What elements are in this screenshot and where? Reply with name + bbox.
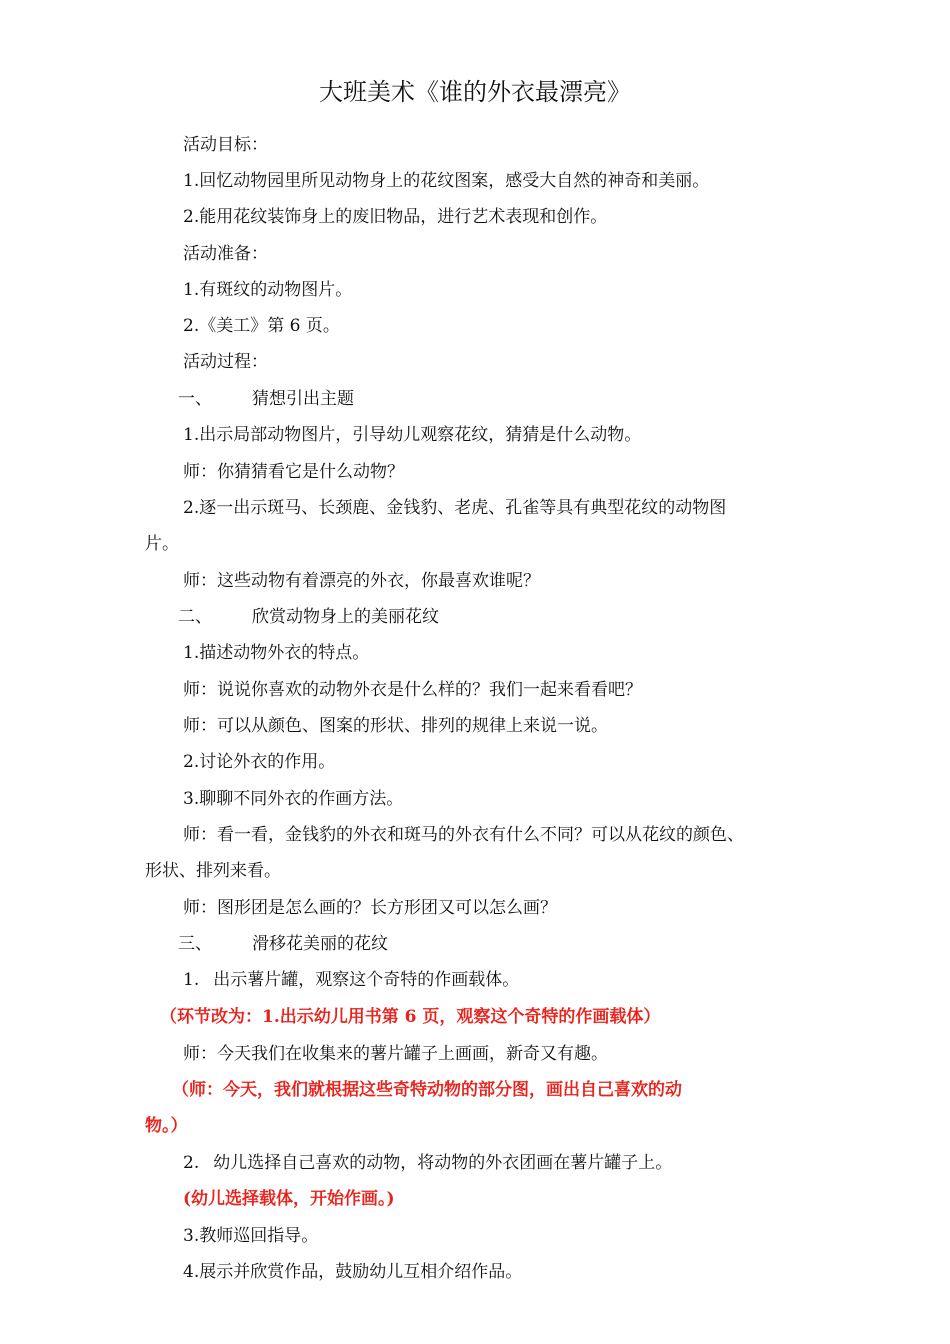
teacher-line-1: 师：看一看，金钱豹的外衣和斑马的外衣有什么不同？可以从花纹的颜色、 — [183, 825, 744, 845]
teacher-line: 师：说说你喜欢的动物外衣是什么样的？我们一起来看看吧？ — [183, 680, 642, 700]
goal-item-2: 2.能用花纹装饰身上的废旧物品，进行艺术表现和创作。 — [183, 207, 608, 227]
goal-item-1: 1.回忆动物园里所见动物身上的花纹图案，感受大自然的神奇和美丽。 — [183, 171, 710, 191]
prep-heading: 活动准备： — [183, 244, 268, 264]
teacher-line: 师：可以从颜色、图案的形状、排列的规律上来说一说。 — [183, 716, 608, 736]
teacher-line: 师：你猜猜看它是什么动物？ — [183, 462, 404, 482]
goals-heading: 活动目标： — [183, 135, 268, 155]
section-marker: 一、 — [178, 389, 212, 409]
list-number: 1. — [183, 970, 200, 990]
section-title: 滑移花美丽的花纹 — [252, 934, 388, 954]
section-heading-2 — [178, 605, 439, 629]
revision-note: （环节改为：1.出示幼儿用书第 6 页，观察这个奇特的作画载体） — [160, 1007, 661, 1027]
paragraph: 3.教师巡回指导。 — [183, 1226, 319, 1246]
list-item — [183, 968, 519, 992]
teacher-line-2: 形状、排列来看。 — [145, 861, 281, 881]
paragraph: 1.描述动物外衣的特点。 — [183, 643, 370, 663]
section-marker: 二、 — [178, 607, 212, 627]
section-heading-3 — [178, 932, 388, 956]
paragraph: 2.讨论外衣的作用。 — [183, 752, 336, 772]
teacher-line: 师：这些动物有着漂亮的外衣，你最喜欢谁呢？ — [183, 571, 540, 591]
list-text: 幼儿选择自己喜欢的动物，将动物的外衣团画在薯片罐子上。 — [213, 1153, 673, 1173]
list-text: 出示薯片罐，观察这个奇特的作画载体。 — [213, 970, 520, 990]
paragraph: 1.出示局部动物图片，引导幼儿观察花纹，猜猜是什么动物。 — [183, 425, 642, 445]
section-marker: 三、 — [178, 934, 212, 954]
list-number: 2. — [183, 1153, 200, 1173]
prep-item-2: 2.《美工》第 6 页。 — [183, 316, 340, 336]
paragraph: 4.展示并欣赏作品，鼓励幼儿互相介绍作品。 — [183, 1262, 523, 1282]
prep-item-1: 1.有斑纹的动物图片。 — [183, 280, 353, 300]
paragraph-line-2: 片。 — [145, 534, 179, 554]
paragraph-line-1: 2.逐一出示斑马、长颈鹿、金钱豹、老虎、孔雀等具有典型花纹的动物图 — [183, 498, 727, 518]
teacher-line: 师：图形团是怎么画的？长方形团又可以怎么画？ — [183, 898, 557, 918]
revision-note-line-1: （师：今天，我们就根据这些奇特动物的部分图，画出自己喜欢的动 — [172, 1080, 682, 1100]
paragraph: 3.聊聊不同外衣的作画方法。 — [183, 789, 404, 809]
section-heading-1 — [178, 387, 354, 411]
section-title: 猜想引出主题 — [252, 389, 354, 409]
list-item — [183, 1151, 672, 1175]
section-title: 欣赏动物身上的美丽花纹 — [252, 607, 439, 627]
document-title: 大班美术《谁的外衣最漂亮》 — [319, 78, 631, 106]
revision-note: (幼儿选择载体，开始作画。) — [183, 1189, 395, 1209]
teacher-line: 师：今天我们在收集来的薯片罐子上画画，新奇又有趣。 — [183, 1044, 608, 1064]
revision-note-line-2: 物。） — [145, 1116, 188, 1136]
process-heading: 活动过程： — [183, 352, 268, 372]
